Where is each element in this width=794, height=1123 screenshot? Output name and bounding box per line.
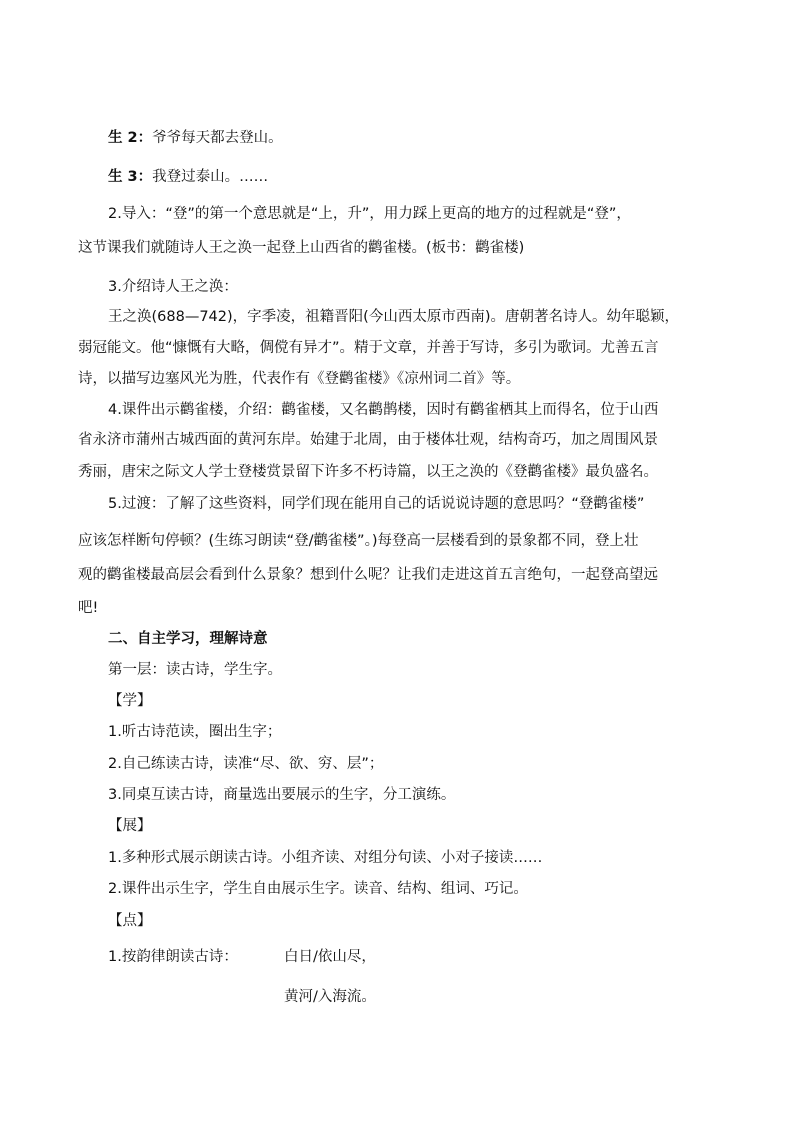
poem-line-2: 黄河/入海流。 xyxy=(284,989,376,1005)
transition-line-1: 5.过渡：了解了这些资料，同学们现在能用自己的话说说诗题的意思吗？“登鹳雀楼” xyxy=(108,496,645,512)
intro-line-1: 2.导入：“登”的第一个意思就是“上，升”，用力踩上更高的地方的过程就是“登”， xyxy=(108,206,631,222)
tower-line-2: 省永济市蒲州古城西面的黄河东岸。始建于北周，由于楼体壮观，结构奇巧，加之周围风景 xyxy=(78,432,658,448)
speaker-label: 生 2： xyxy=(108,130,153,146)
poet-line-2: 弱冠能文。他“慷慨有大略，倜傥有异才”。精于文章，并善于写诗，多引为歌词。尤善五言 xyxy=(78,340,659,356)
learn-item-3: 3.同桌互读古诗，商量选出要展示的生字，分工演练。 xyxy=(108,787,456,803)
dialogue-student-2 xyxy=(108,127,283,149)
dialogue-text: 我登过泰山。…… xyxy=(152,169,269,185)
learn-item-2: 2.自己练读古诗，读准“尽、欲、穷、层”； xyxy=(108,756,384,772)
show-item-2: 2.课件出示生字，学生自由展示生字。读音、结构、组词、巧记。 xyxy=(108,881,528,897)
tower-line-1: 4.课件出示鹳雀楼，介绍：鹳雀楼，又名鹳鹊楼，因时有鹳雀栖其上而得名，位于山西 xyxy=(108,402,659,418)
poet-line-3: 诗，以描写边塞风光为胜，代表作有《登鹳雀楼》《凉州词二首》等。 xyxy=(78,371,521,387)
poem-line-1: 白日/依山尽， xyxy=(284,949,376,965)
intro-line-2: 这节课我们就随诗人王之涣一起登上山西省的鹳雀楼。(板书：鹳雀楼) xyxy=(78,240,525,256)
point-item-1-label: 1.按韵律朗读古诗： xyxy=(108,949,238,965)
tower-line-3: 秀丽，唐宋之际文人学士登楼赏景留下许多不朽诗篇，以王之涣的《登鹳雀楼》最负盛名。 xyxy=(78,464,658,480)
show-label: 【展】 xyxy=(108,818,152,834)
speaker-label: 生 3： xyxy=(108,169,153,185)
layer-1-title: 第一层：读古诗，学生字。 xyxy=(108,662,282,678)
transition-line-4: 吧! xyxy=(78,600,99,616)
section-heading: 二、自主学习，理解诗意 xyxy=(108,631,268,647)
point-label: 【点】 xyxy=(108,913,152,929)
transition-line-2: 应该怎样断句停顿？(生练习朗读“登/鹳雀楼”。)每登高一层楼看到的景象都不同，登上壮 xyxy=(78,533,639,549)
dialogue-student-3 xyxy=(108,166,268,188)
transition-line-3: 观的鹳雀楼最高层会看到什么景象？想到什么呢？让我们走进这首五言绝句，一起登高望远 xyxy=(78,567,658,583)
show-item-1: 1.多种形式展示朗读古诗。小组齐读、对组分句读、小对子接读…… xyxy=(108,850,543,866)
dialogue-text: 爷爷每天都去登山。 xyxy=(152,130,283,146)
poet-line-1: 王之涣(688—742)，字季凌，祖籍晋阳(今山西太原市西南)。唐朝著名诗人。幼年聪颖， xyxy=(108,309,679,325)
learn-label: 【学】 xyxy=(108,693,152,709)
poet-heading: 3.介绍诗人王之涣： xyxy=(108,279,238,295)
learn-item-1: 1.听古诗范读，圈出生字； xyxy=(108,724,282,740)
